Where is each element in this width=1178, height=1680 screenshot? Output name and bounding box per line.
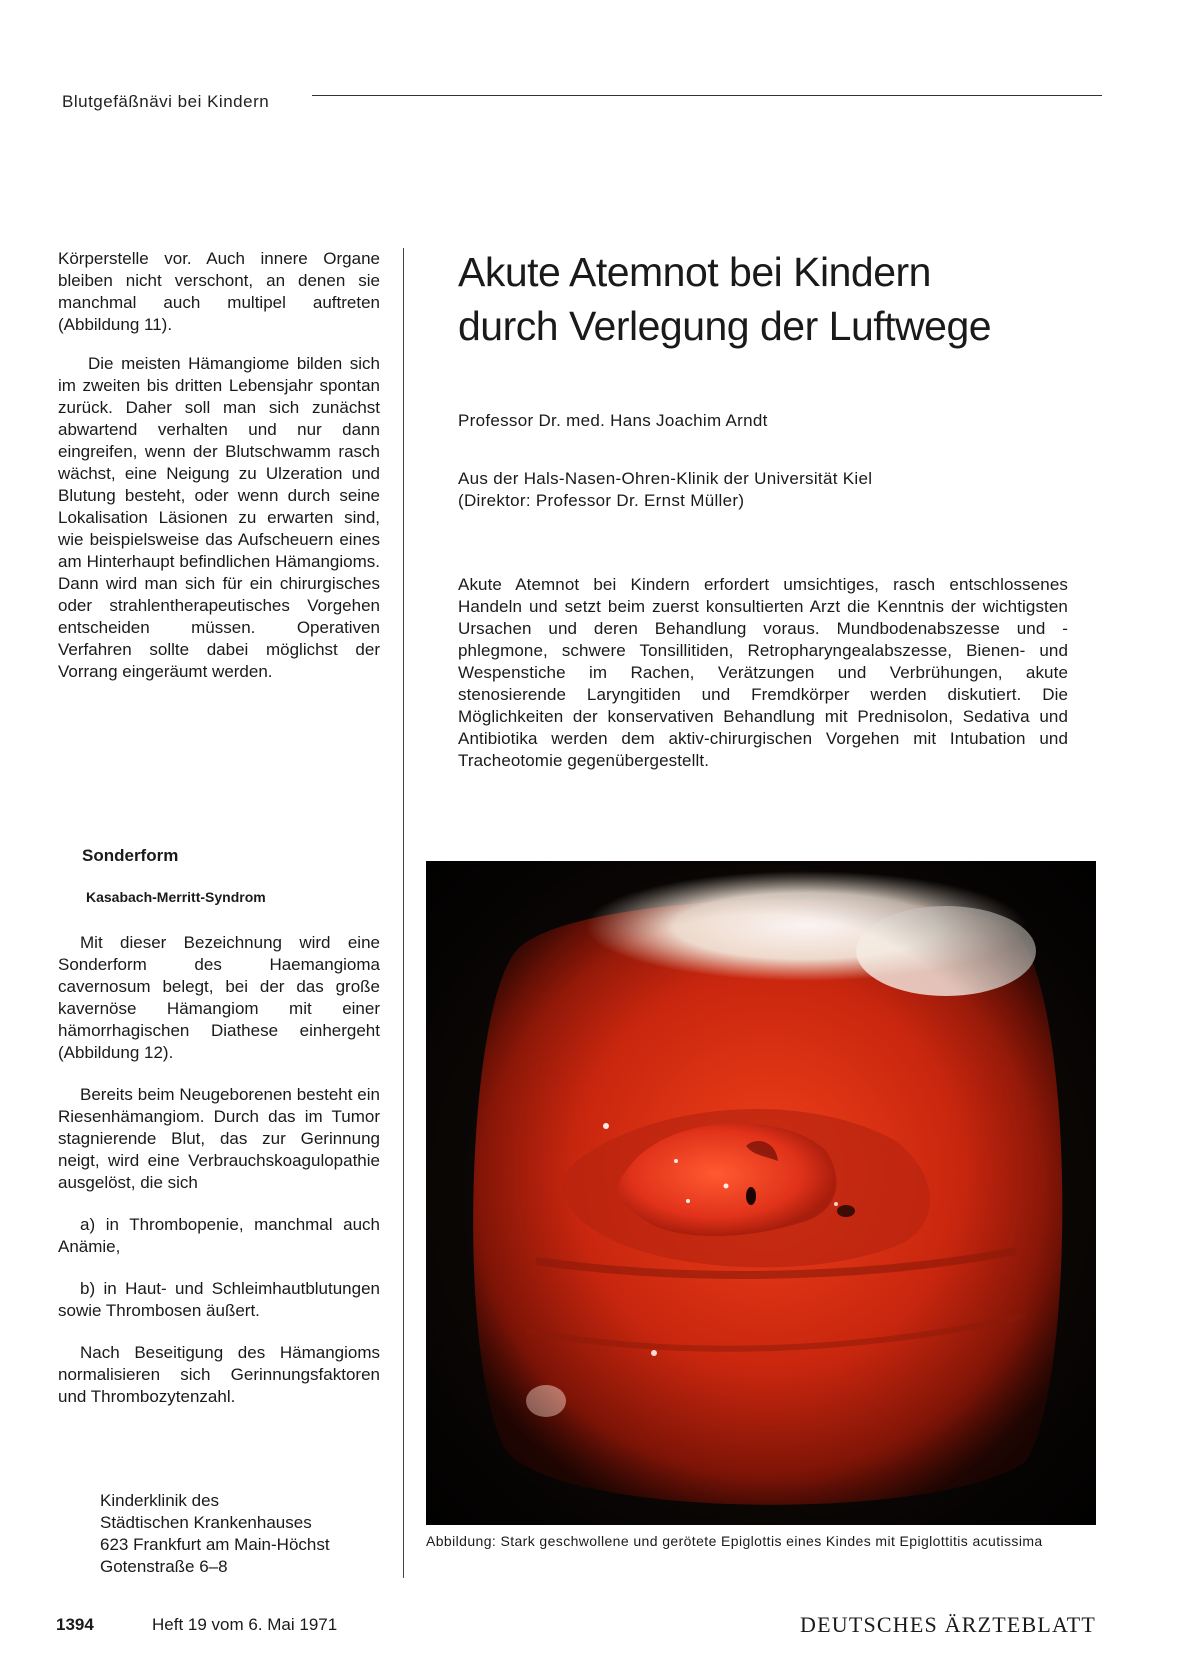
figure-caption: Abbildung: Stark geschwollene und gerötete Epiglottis eines Kindes mit Epiglottitis acutissima: [426, 1533, 1043, 1549]
article-author: Professor Dr. med. Hans Joachim Arndt: [458, 411, 768, 430]
list-item: a) in Thrombopenie, manchmal auch Anämie,: [58, 1215, 380, 1256]
address-line: Kinderklinik des: [100, 1491, 220, 1510]
article-title: [458, 245, 1098, 353]
column-divider: [403, 248, 404, 1578]
address-line: 623 Frankfurt am Main-Höchst: [100, 1535, 330, 1554]
author-address: [100, 1490, 380, 1578]
running-header: Blutgefäßnävi bei Kindern: [62, 92, 270, 111]
left-paragraph: Körperstelle vor. Auch innere Organe bleiben nicht verschont, an denen sie manchmal auch multipel auftreten (Abbildung 11).: [58, 249, 380, 334]
issue-info: Heft 19 vom 6. Mai 1971: [152, 1615, 338, 1634]
title-line: Akute Atemnot bei Kindern: [458, 249, 931, 295]
address-line: Städtischen Krankenhauses: [100, 1513, 312, 1532]
left-paragraph: Bereits beim Neugeborenen besteht ein Riesenhämangiom. Durch das im Tumor stagnierende Blut, das zur Gerinnung neigt, wird eine Verbrauchskoagulopathie ausgelöst, die sich: [58, 1085, 380, 1192]
article-abstract: Akute Atemnot bei Kindern erfordert umsichtiges, rasch entschlossenes Handeln und setzt beim zuerst konsultierten Arzt die Kenntnis der wichtigsten Ursachen und deren Behandlung voraus. Mundbodenabszesse und -phlegmone, schwere Tonsillitiden, Retropharyngealabszesse, Bienen- und Wespenstiche im Rachen, Verätzungen und Verbrühungen, akute stenosierende Laryngitiden und Fremdkörper werden diskutiert. Die Möglichkeiten der konservativen Behandlung mit Prednisolon, Sedativa und Antibiotika werden dem aktiv-chirurgischen Vorgehen mit Intubation und Tracheotomie gegenübergestellt.: [458, 575, 1068, 770]
epiglottis-photo-illustration: [426, 861, 1096, 1525]
header-rule: [312, 95, 1102, 96]
section-subheading: Kasabach-Merritt-Syndrom: [86, 889, 266, 905]
left-column: [58, 248, 380, 683]
section-heading: Sonderform: [82, 846, 179, 865]
affiliation-line: Aus der Hals-Nasen-Ohren-Klinik der Universität Kiel: [458, 469, 873, 488]
left-column-continued: [58, 932, 380, 1428]
left-paragraph: Nach Beseitigung des Hämangioms normalisieren sich Gerinnungsfaktoren und Thrombozytenzahl.: [58, 1343, 380, 1406]
list-item: b) in Haut- und Schleimhautblutungen sowie Thrombosen äußert.: [58, 1279, 380, 1320]
article-affiliation: [458, 468, 872, 512]
affiliation-line: (Direktor: Professor Dr. Ernst Müller): [458, 491, 745, 510]
journal-name: DEUTSCHES ÄRZTEBLATT: [800, 1612, 1096, 1637]
title-line: durch Verlegung der Luftwege: [458, 303, 992, 349]
epiglottis-photo: [426, 861, 1096, 1525]
left-paragraph: Mit dieser Bezeichnung wird eine Sonderform des Haemangioma cavernosum belegt, bei der das große kavernöse Hämangiom mit einer hämorrhagischen Diathese einhergeht (Abbildung 12).: [58, 933, 380, 1062]
page-number: 1394: [56, 1615, 94, 1634]
left-paragraph: Die meisten Hämangiome bilden sich im zweiten bis dritten Lebensjahr spontan zurück. Daher soll man sich zunächst abwartend verhalten und nur dann eingreifen, wenn der Blutschwamm rasch wächst, eine Neigung zu Ulzeration und Blutung besteht, oder wenn durch seine Lokalisation Läsionen zu erwarten sind, wie beispielsweise das Aufscheuern eines am Hinterhaupt befindlichen Hämangioms. Dann wird man sich für ein chirurgisches oder strahlentherapeutisches Vorgehen entscheiden müssen. Operativen Verfahren sollte dabei möglichst der Vorrang eingeräumt werden.: [58, 354, 380, 681]
address-line: Gotenstraße 6–8: [100, 1557, 228, 1576]
